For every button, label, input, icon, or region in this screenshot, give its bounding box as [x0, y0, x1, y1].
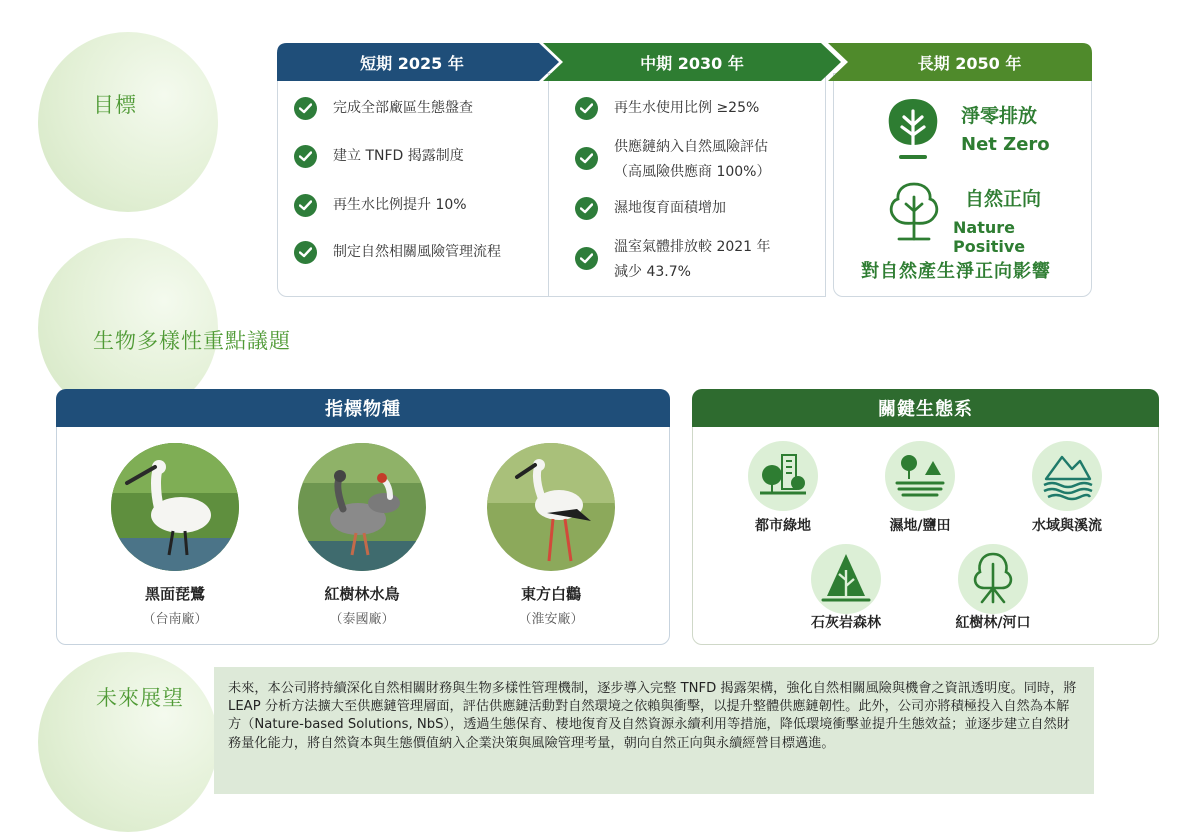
oriental-stork-photo	[487, 443, 615, 571]
key-ecosystems-header: 關鍵生態系	[692, 389, 1159, 427]
mid-term-item: 濕地復育面積增加	[575, 196, 726, 221]
short-term-item: 制定自然相關風險管理流程	[294, 240, 501, 265]
ecosystem-label: 都市綠地	[755, 518, 811, 534]
check-icon	[575, 147, 598, 170]
indicator-species-panel	[56, 389, 670, 645]
check-icon	[294, 97, 317, 120]
limestone-forest-icon	[811, 544, 881, 614]
long-term-header: 長期 2050 年	[917, 53, 1022, 73]
check-icon	[575, 197, 598, 220]
check-icon	[294, 241, 317, 264]
species-name: 紅樹林水鳥	[324, 585, 400, 603]
ecosystem-label: 水域與溪流	[1032, 518, 1102, 534]
nature-positive-tree-icon	[887, 181, 941, 243]
net-zero-tree-icon	[885, 97, 941, 161]
species-site: （淮安廠）	[518, 612, 584, 627]
mangrove-waterbird-photo	[298, 443, 426, 571]
net-zero-en: Net Zero	[961, 134, 1050, 155]
species-site: （泰國廠）	[329, 612, 395, 627]
outlook-text-box	[214, 667, 1094, 794]
short-term-item: 再生水比例提升 10%	[294, 193, 467, 218]
city-green-icon	[748, 441, 818, 511]
wetland-icon	[885, 441, 955, 511]
mangrove-icon	[958, 544, 1028, 614]
nature-positive-zh: 自然正向	[965, 188, 1042, 210]
outlook-body: 未來，本公司將持續深化自然相關財務與生物多樣性管理機制，逐步導入完整 TNFD 揭露架構，強化自然相關風險與機會之資訊透明度。同時，將 LEAP 分析方法擴大至供應鏈管理層面，評估供應鏈活動對自然環境之依賴與衝擊，以提升整體供應鏈韌性。此外，公司亦將積極投入自然為本解方（Nature-based Solutions, NbS），透過生態保育、棲地復育及自然資源永續利用等措施，降低環境衝擊並提升生態效益；並逐步建立自然財務量化能力，將自然資本與生態價值納入企業決策與風險管理考量，朝向自然正向與永續經營目標邁進。	[228, 681, 1077, 751]
biodiversity-heading: 生物多樣性重點議題	[93, 329, 291, 353]
mid-term-item: 溫室氣體排放較 2021 年 減少 43.7%	[575, 235, 771, 285]
decor-blob-outlook	[38, 652, 218, 832]
decor-blob-goals	[38, 32, 218, 212]
ecosystem-label: 紅樹林/河口	[955, 615, 1031, 631]
check-icon	[575, 247, 598, 270]
short-term-item: 完成全部廠區生態盤查	[294, 96, 473, 121]
mid-term-item: 供應鏈納入自然風險評估 （高風險供應商 100%）	[575, 135, 770, 185]
nature-positive-en: Nature Positive	[953, 218, 1026, 256]
check-icon	[294, 194, 317, 217]
long-term-summary: 對自然產生淨正向影響	[861, 261, 1051, 282]
check-icon	[294, 145, 317, 168]
species-name: 黑面琵鷺	[144, 585, 205, 603]
key-ecosystems-panel	[692, 389, 1159, 645]
ecosystem-label: 濕地/鹽田	[889, 518, 951, 534]
net-zero-zh: 淨零排放	[961, 105, 1038, 127]
species-name: 東方白鸛	[520, 585, 581, 603]
black-faced-spoonbill-photo	[111, 443, 239, 571]
goals-table	[277, 43, 1092, 299]
short-term-header: 短期 2025 年	[360, 53, 464, 73]
goals-heading: 目標	[93, 93, 137, 117]
mid-term-header: 中期 2030 年	[640, 53, 744, 73]
mid-term-item: 再生水使用比例 ≥25%	[575, 96, 759, 121]
species-site: （台南廠）	[142, 612, 208, 627]
check-icon	[575, 97, 598, 120]
outlook-heading: 未來展望	[96, 686, 184, 710]
short-term-item: 建立 TNFD 揭露制度	[294, 144, 464, 169]
stream-icon	[1032, 441, 1102, 511]
indicator-species-header: 指標物種	[56, 389, 670, 427]
ecosystem-label: 石灰岩森林	[811, 615, 881, 631]
